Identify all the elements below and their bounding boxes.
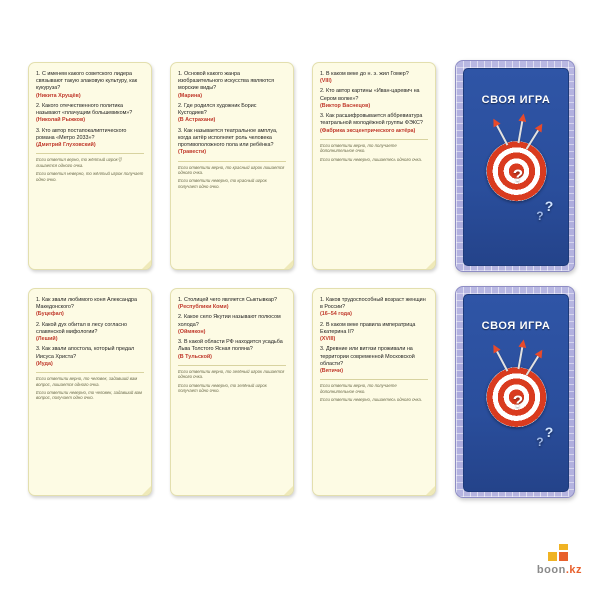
corner-fold-icon — [426, 486, 435, 495]
question-mark-icon: ? — [512, 392, 524, 412]
divider — [36, 372, 144, 373]
question-item — [178, 103, 286, 125]
question-card[interactable] — [312, 288, 436, 496]
rule-line: Если ответили неверно, лишаетесь одного очка. — [320, 156, 423, 162]
divider — [320, 379, 428, 380]
corner-fold-icon — [426, 260, 435, 269]
question-item — [36, 128, 144, 150]
question-text: 1. Как звали любимого коня Александра Македонского? — [36, 297, 138, 311]
target-artwork — [475, 117, 556, 225]
rule-line: Если ответили верно, то получаете дополнительное очко. — [320, 142, 397, 154]
question-mark-icon: ? — [544, 198, 554, 215]
question-item — [320, 88, 428, 110]
question-answer: (Буцефал) — [36, 311, 64, 318]
dart-icon — [494, 122, 508, 146]
watermark-text-left: boon — [536, 564, 566, 576]
rule-line: Если ответили верно, то человек, задавший вам вопрос, лишается одного очка. — [36, 376, 138, 387]
question-list — [178, 297, 286, 361]
question-mark-icon: ? — [544, 424, 554, 441]
question-item — [36, 103, 144, 125]
rule-line: Если ответили верно, то получаете дополнительное очко. — [320, 383, 397, 394]
question-card[interactable] — [312, 62, 436, 270]
divider — [320, 139, 428, 140]
card-back-face — [463, 294, 569, 492]
divider — [178, 161, 286, 162]
question-item — [320, 322, 428, 344]
rule-line: Если ответили верно, то зелёный игрок лишается одного очка. — [178, 368, 285, 380]
card-rules — [36, 157, 144, 182]
question-item — [178, 128, 286, 157]
question-text: 3. Кто автор постапокалиптического романа «Метро 2033»? — [36, 127, 127, 141]
corner-fold-icon — [284, 260, 293, 269]
rule-line: Если ответил неверно, то жёлтый игрок получает одно очко. — [36, 171, 144, 182]
corner-fold-icon — [142, 486, 151, 495]
question-answer: (Виктор Васнецов) — [320, 102, 371, 109]
question-list — [320, 297, 428, 375]
question-mark-icon: ? — [536, 208, 544, 223]
corner-fold-icon — [284, 486, 293, 495]
rule-line: Если ответили верно, то красный игрок лишается одного очка. — [178, 164, 285, 176]
question-answer: (Фабрика эксцентрического актёра) — [320, 127, 416, 134]
watermark-text-right: .kz — [565, 564, 582, 576]
question-item — [36, 71, 144, 100]
question-item — [178, 339, 286, 361]
question-card[interactable] — [28, 62, 152, 270]
question-answer: (Вятичи) — [320, 368, 344, 375]
corner-fold-icon — [142, 260, 151, 269]
question-card[interactable] — [28, 288, 152, 496]
question-card[interactable] — [170, 288, 294, 496]
question-answer: (XVIII) — [320, 336, 336, 343]
question-answer: (Травести) — [178, 149, 207, 156]
question-item — [320, 346, 428, 375]
question-item — [36, 322, 144, 344]
question-answer: (Леший) — [36, 336, 58, 343]
question-text: 1. Каков трудоспособный возраст женщин в России? — [320, 297, 426, 311]
question-item — [36, 346, 144, 368]
card-back-face — [463, 68, 569, 266]
card-rules — [178, 369, 286, 394]
question-text: 3. Как расшифровывается аббревиатура театральной молодёжной группы ФЭКС? — [320, 113, 423, 127]
question-list — [36, 71, 144, 149]
question-list — [178, 71, 286, 157]
question-text: 3. Древние или витязи проживали на территории современной Московской области? — [320, 346, 415, 367]
question-text: 2. В каком веке правила императрица Екатерина II? — [320, 321, 416, 335]
question-text: 1. В каком веке до н. э. жил Гомер? — [320, 71, 409, 77]
card-rules — [320, 143, 428, 162]
question-text: 1. С именем какого советского лидера связывают такую злаковую культуру, как кукуруза? — [36, 71, 138, 92]
question-answer: (Дмитрий Глуховский) — [36, 142, 96, 149]
question-list — [320, 71, 428, 135]
question-text: 2. Кто автор картины «Иван-царевич на Сером волке»? — [320, 88, 420, 102]
watermark-logo-icon — [548, 544, 570, 562]
question-text: 1. Столицей чего является Сыктывкар? — [178, 297, 277, 303]
question-item — [320, 297, 428, 319]
question-mark-icon: ? — [536, 434, 544, 449]
watermark-text — [537, 564, 582, 576]
card-rules — [178, 165, 286, 190]
question-answer: (Марина) — [178, 92, 203, 99]
divider — [36, 153, 144, 154]
card-back-bottom[interactable] — [455, 286, 575, 498]
question-text: 3. Как звали апостола, который предал Иисуса Христа? — [36, 346, 135, 360]
question-answer: (Иуда) — [36, 360, 53, 367]
question-mark-icon: ? — [512, 166, 524, 186]
question-answer: (16–54 года) — [320, 311, 352, 318]
dart-icon — [518, 343, 524, 369]
question-list — [36, 297, 144, 368]
question-answer: (VIII) — [320, 78, 332, 85]
question-item — [178, 314, 286, 336]
game-title: СВОЯ ИГРА — [481, 94, 551, 107]
rule-line: Если ответили неверно, то красный игрок получает одно очко. — [178, 178, 267, 189]
question-text: 3. В какой области РФ находится усадьба Льва Толстого Ясная поляна? — [178, 339, 283, 353]
question-item — [320, 113, 428, 135]
question-text: 2. Какое село Якутии называют полюсом холода? — [178, 314, 281, 328]
game-title: СВОЯ ИГРА — [481, 320, 551, 333]
question-card[interactable] — [170, 62, 294, 270]
question-answer: (В Астрахани) — [178, 117, 216, 124]
rule-line: Если ответил верно, то жёлтый игрок림 лишается одного очка. — [36, 157, 122, 168]
question-answer: (Николай Рыжков) — [36, 117, 86, 124]
card-rules — [36, 376, 144, 401]
question-text: 2. Какой дух обитал в лесу согласно славянской мифологии? — [36, 321, 128, 335]
rule-line: Если ответили неверно, то зелёный игрок получает одно очко. — [178, 382, 267, 394]
target-artwork — [475, 343, 556, 451]
rule-line: Если ответили неверно, лишаетесь одного очка. — [320, 397, 423, 402]
card-back-top[interactable] — [455, 60, 575, 272]
question-item — [320, 71, 428, 85]
question-answer: (В Тульской) — [178, 353, 212, 360]
question-text: 3. Как называется театральное амплуа, когда актёр исполняет роль человека противоположного пола или ребёнка? — [178, 127, 278, 149]
question-item — [178, 71, 286, 100]
watermark — [537, 544, 582, 576]
rule-line: Если ответили неверно, то человек, задавший вам вопрос, получает одно очко. — [36, 389, 143, 401]
divider — [178, 365, 286, 366]
question-text: 2. Где родился художник Борис Кустодиев? — [178, 102, 257, 117]
question-answer: (Оймякон) — [178, 328, 206, 335]
question-item — [36, 297, 144, 319]
question-answer: (Никита Хрущёв) — [36, 92, 81, 99]
question-text: 2. Какого отечественного политика называют «плачущим большевиком»? — [36, 102, 133, 117]
dart-icon — [518, 117, 524, 143]
dart-icon — [494, 348, 508, 372]
question-text: 1. Основой какого жанра изобразительного искусства являются морские виды? — [178, 71, 275, 92]
question-item — [178, 297, 286, 311]
question-answer: (Республики Коми) — [178, 304, 229, 311]
card-rules — [320, 383, 428, 402]
